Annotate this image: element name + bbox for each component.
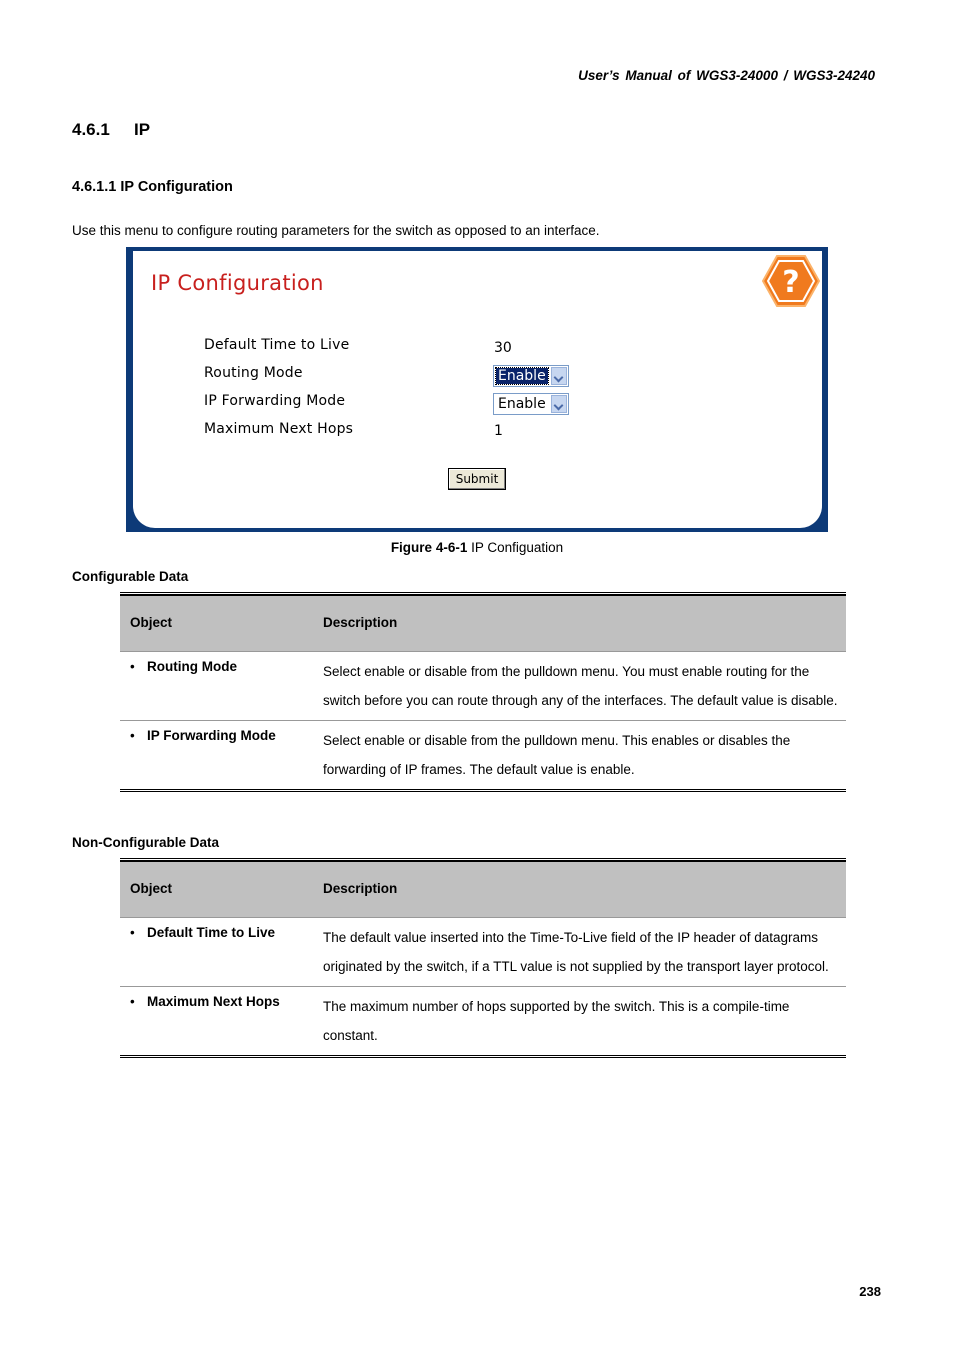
object-cell: • Maximum Next Hops (130, 994, 280, 1009)
non-configurable-data-title: Non-Configurable Data (72, 835, 219, 850)
ttl-label: Default Time to Live (204, 337, 350, 353)
intro-paragraph: Use this menu to configure routing parameters for the switch as opposed to an interface. (72, 223, 600, 238)
ip-configuration-screenshot (126, 247, 828, 532)
description-cell: The default value inserted into the Time-To-Live field of the IP header of datagrams originated by the switch, if a TTL value is not supplied by the transport layer protocol. (323, 930, 829, 974)
screenshot-title: IP Configuration (151, 271, 324, 295)
ip-forwarding-mode-label: IP Forwarding Mode (204, 393, 346, 409)
table-row (120, 986, 846, 1055)
description-cell: Select enable or disable from the pulldown menu. You must enable routing for the switch before you can route through any of the interfaces. The default value is disable. (323, 664, 838, 708)
figure-text: IP Configuation (467, 540, 564, 555)
figure-label: Figure 4-6-1 (390, 540, 468, 555)
routing-mode-selected: Enable (498, 368, 546, 384)
object-cell: • IP Forwarding Mode (130, 728, 276, 743)
table-row (120, 652, 846, 720)
object-cell: • Routing Mode (130, 659, 237, 674)
ip-forwarding-mode-select[interactable] (493, 393, 569, 415)
subsection-heading: 4.6.1.1 IP Configuration (72, 179, 233, 195)
running-header: User’s Manual of WGS3-24000 / WGS3-24240 (578, 68, 875, 83)
section-number: 4.6.1 (72, 120, 110, 139)
description-cell: Select enable or disable from the pulldown menu. This enables or disables the forwarding of IP frames. The default value is enable. (323, 733, 791, 777)
description-column-header: Description (323, 881, 398, 896)
table-row (120, 918, 846, 986)
ip-forwarding-mode-selected: Enable (498, 396, 546, 412)
help-icon[interactable] (762, 254, 820, 308)
table-header (120, 595, 846, 652)
screenshot-content (133, 251, 822, 528)
configurable-data-title: Configurable Data (72, 569, 189, 584)
max-next-hops-value: 1 (494, 423, 503, 439)
table-header (120, 861, 846, 918)
routing-mode-select[interactable] (493, 365, 569, 387)
max-next-hops-label: Maximum Next Hops (204, 421, 354, 437)
ttl-value: 30 (494, 340, 512, 356)
object-cell: • Default Time to Live (130, 925, 275, 940)
description-column-header: Description (323, 615, 398, 630)
routing-mode-label: Routing Mode (204, 365, 303, 381)
non-configurable-data-table (120, 858, 846, 1058)
table-row (120, 720, 846, 789)
object-column-header: Object (130, 615, 173, 630)
svg-text:?: ? (782, 265, 800, 300)
submit-button[interactable]: Submit (448, 468, 506, 490)
figure-caption (0, 540, 954, 555)
description-cell: The maximum number of hops supported by the switch. This is a compile-time constant. (323, 999, 790, 1043)
configurable-data-table (120, 592, 846, 792)
chevron-down-icon[interactable] (551, 367, 567, 385)
section-heading (72, 120, 150, 140)
page-number: 238 (859, 1284, 881, 1299)
object-column-header: Object (130, 881, 173, 896)
chevron-down-icon[interactable] (551, 395, 567, 413)
section-title: IP (134, 120, 151, 139)
